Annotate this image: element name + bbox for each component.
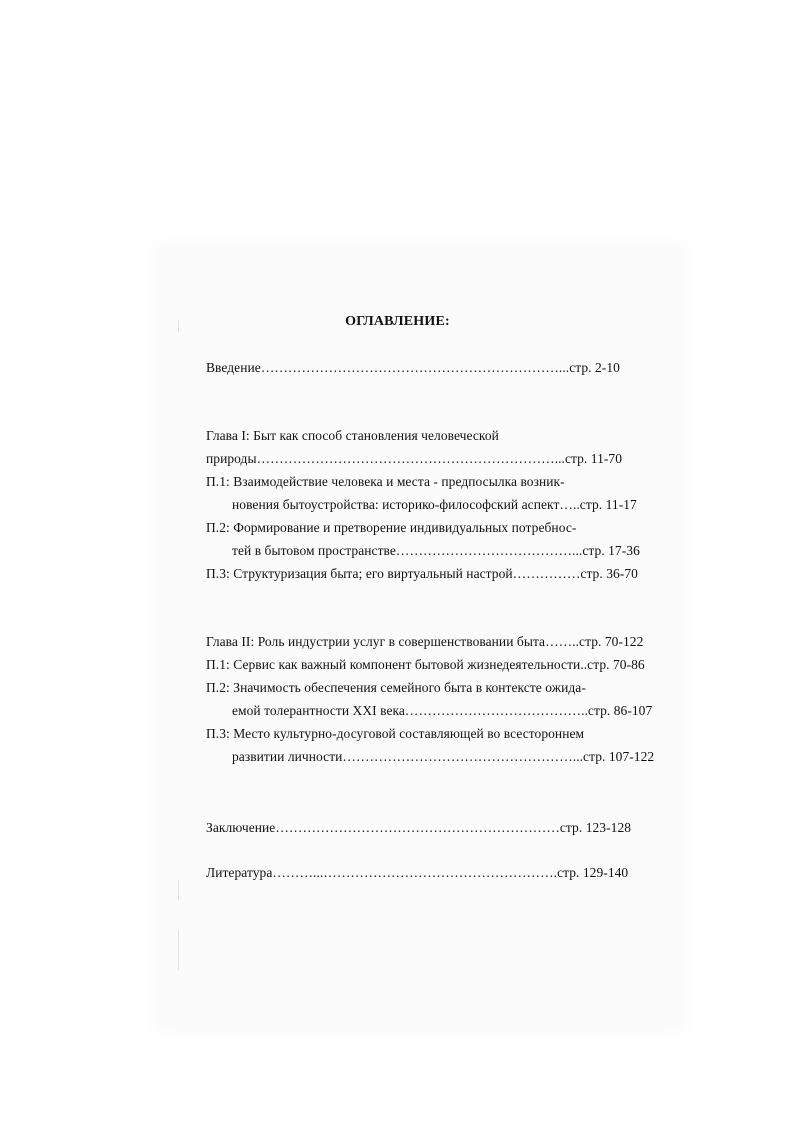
toc-section-2-1: П.1: Сервис как важный компонент бытовой жизнедеятельности..стр. 70-86 [206, 657, 645, 672]
toc-entry-introduction: Введение…………………………………………………………...стр. 2-10 [206, 360, 620, 375]
toc-section-1-2-cont: тей в бытовом пространстве…………………………………...стр. 17-36 [232, 543, 640, 558]
toc-chapter-1-heading: Глава I: Быт как способ становления человеческой [206, 428, 499, 443]
toc-section-2-2: П.2: Значимость обеспечения семейного быта в контексте ожида- [206, 680, 586, 695]
toc-title: ОГЛАВЛЕНИЕ: [345, 314, 450, 329]
toc-section-2-2-cont: емой толерантности XXI века…………………………………..стр. 86-107 [232, 703, 653, 718]
toc-section-2-3: П.3: Место культурно-досуговой составляющей во всестороннем [206, 726, 585, 741]
toc-entry-conclusion: Заключение………………………………………………………стр. 123-128 [206, 820, 632, 835]
toc-chapter-2-heading: Глава II: Роль индустрии услуг в совершенствовании быта……..стр. 70-122 [206, 634, 644, 649]
toc-entry-literature: Литература………...…………………………………………….стр. 129-140 [206, 865, 629, 880]
toc-section-2-3-cont: развитии личности……………………………………………...стр. 107-122 [232, 749, 655, 764]
toc-section-1-2: П.2: Формирование и претворение индивидуальных потребнос- [206, 520, 577, 535]
toc-section-1-3: П.3: Структуризация быта; его виртуальный настрой……………стр. 36-70 [206, 566, 638, 581]
toc-section-1-1-cont: новения бытоустройства: историко-философский аспект…..стр. 11-17 [232, 497, 637, 512]
toc-section-1-1: П.1: Взаимодействие человека и места - предпосылка возник- [206, 474, 565, 489]
scan-edge-mark [178, 930, 179, 970]
toc-chapter-1-heading-cont: природы…………………………………………………………...стр. 11-70 [206, 451, 623, 466]
scan-edge-mark [178, 880, 179, 900]
